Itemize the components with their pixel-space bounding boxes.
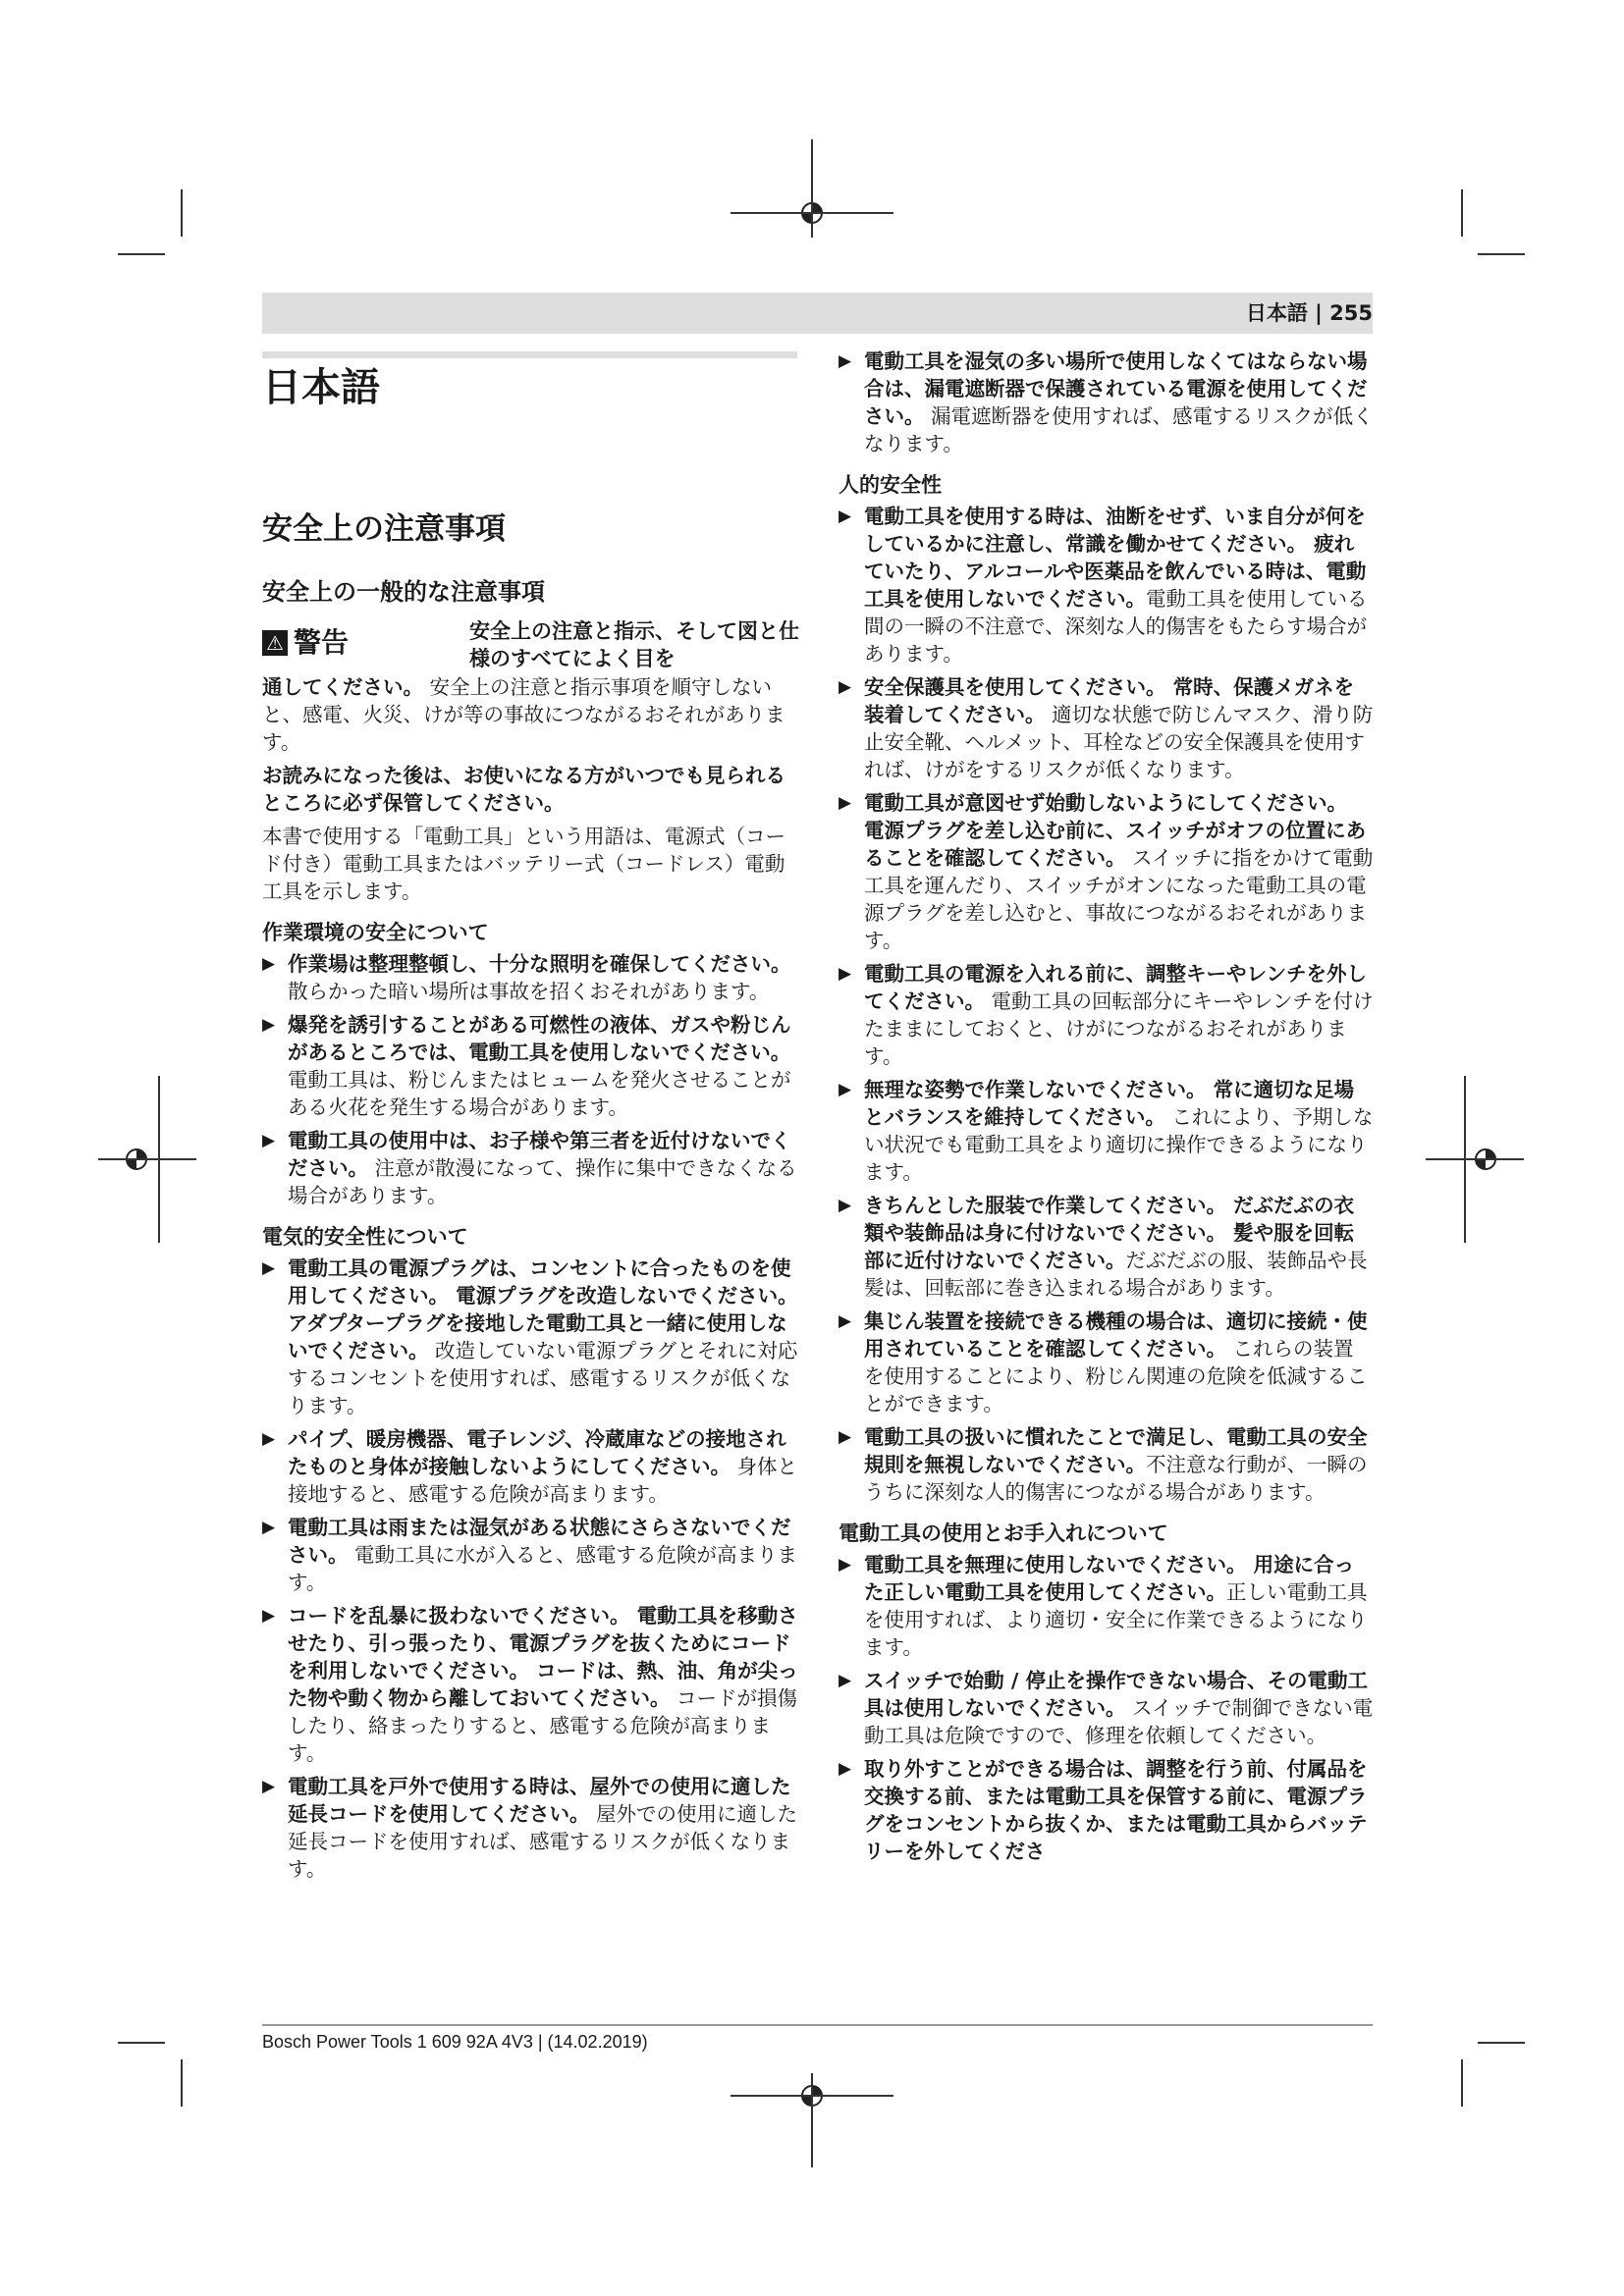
bullet-arrow-icon: ▶ — [262, 1429, 276, 1449]
bullet-arrow-icon: ▶ — [839, 507, 852, 526]
warning-continuation: 通してください。 安全上の注意と指示事項を順守しないと、感電、火災、けが等の事故につながるおそれがあります。 — [262, 675, 785, 754]
section-heading-work-area: 作業環境の安全について — [262, 921, 489, 944]
bullet-arrow-icon: ▶ — [262, 1606, 276, 1626]
keep-instructions: お読みになった後は、お使いになる方がいつでも見られるところに必ず保管してください。 — [262, 764, 785, 815]
section-title: 安全上の注意事項 — [262, 511, 506, 547]
header-bar — [262, 293, 1373, 334]
list-item: ▶ パイプ、暖房機器、電子レンジ、冷蔵庫などの接地されたものと身体が接触しないようにしてください。 身体と接地すると、感電する危険が高まります。 — [262, 1427, 798, 1506]
bullet-arrow-icon: ▶ — [839, 1671, 852, 1690]
bullet-arrow-icon: ▶ — [839, 964, 852, 984]
bullet-arrow-icon: ▶ — [262, 1015, 276, 1035]
list-item: ▶ 安全保護具を使用してください。 常時、保護メガネを装着してください。 適切な状態で防じんマスク、滑り防止安全靴、ヘルメット、耳栓などの安全保護具を使用すれば、けがをするリスクが低くなります。 — [839, 675, 1374, 781]
section-heading-electrical: 電気的安全性について — [262, 1225, 468, 1249]
list-item: ▶ 電動工具を使用する時は、油断をせず、いま自分が何をしているかに注意し、常識を働かせてください。 疲れていたり、アルコールや医薬品を飲んでいる時は、電動工具を使用しないでください。電動工具を使用している間の一瞬の不注意で、深刻な人的傷害をもたらす場合があります。 — [839, 505, 1368, 666]
title-rule — [262, 351, 797, 358]
bullet-arrow-icon: ▶ — [262, 1258, 276, 1278]
bullet-arrow-icon: ▶ — [262, 1777, 276, 1796]
list-item: ▶ コードを乱暴に扱わないでください。 電動工具を移動させたり、引っ張ったり、電源プラグを抜くためにコードを利用しないでください。 コードは、熱、油、角が尖った物や動く物から離しておいてください。 コードが損傷したり、絡まったりすると、感電する危険が高まります。 — [262, 1604, 798, 1765]
bullet-arrow-icon: ▶ — [839, 793, 852, 813]
page-number-label: 日本語 | 255 — [1245, 301, 1373, 325]
left-column — [262, 673, 800, 1889]
list-item: ▶ 爆発を誘引することがある可燃性の液体、ガスや粉じんがあるところでは、電動工具を使用しないでください。電動工具は、粉じんまたはヒュームを発火させることがある火花を発生する場合があります。 — [262, 1013, 791, 1119]
page-title: 日本語 — [262, 365, 380, 410]
list-item: ▶ 無理な姿勢で作業しないでください。 常に適切な足場とバランスを維持してください。 これにより、予期しない状況でも電動工具をより適切に操作できるようになります。 — [839, 1078, 1374, 1184]
bullet-arrow-icon: ▶ — [839, 1080, 852, 1099]
list-item: ▶ 電動工具が意図せず始動しないようにしてください。 電源プラグを差し込む前に、スイッチがオフの位置にあることを確認してください。 スイッチに指をかけて電動工具を運んだり、スイッチがオンになった電動工具の電源プラグを差し込むと、事故につながるおそれがあります。 — [839, 791, 1374, 952]
list-item: ▶ きちんとした服装で作業してください。 だぶだぶの衣類や装飾品は身に付けないでください。 髪や服を回転部に近付けないでください。だぶだぶの服、装飾品や長髪は、回転部に巻き込まれる場合があります。 — [839, 1194, 1368, 1300]
list-item: ▶ 電動工具を戸外で使用する時は、屋外での使用に適した延長コードを使用してください。 屋外での使用に適した延長コードを使用すれば、感電するリスクが低くなります。 — [262, 1775, 798, 1881]
warning-label: ⚠ 警告 — [262, 625, 349, 661]
section-heading-personal-safety: 人的安全性 — [839, 473, 942, 497]
bullet-arrow-icon: ▶ — [262, 1131, 276, 1150]
bullet-arrow-icon: ▶ — [839, 1759, 852, 1779]
term-definition: 本書で使用する「電動工具」という用語は、電源式（コード付き）電動工具またはバッテリー式（コードレス）電動工具を示します。 — [262, 825, 785, 903]
warning-intro: 安全上の注意と指示、そして図と仕様のすべてによく目を — [469, 619, 799, 670]
bullet-arrow-icon: ▶ — [839, 1311, 852, 1331]
list-item: ▶ 集じん装置を接続できる機種の場合は、適切に接続・使用されていることを確認してください。 これらの装置を使用することにより、粉じん関連の危険を低減することができます。 — [839, 1309, 1368, 1415]
bullet-arrow-icon: ▶ — [839, 1427, 852, 1447]
list-item: ▶ 電動工具の扱いに慣れたことで満足し、電動工具の安全規則を無視しないでください。不注意な行動が、一瞬のうちに深刻な人的傷害につながる場合があります。 — [839, 1425, 1368, 1504]
list-item: ▶ 作業場は整理整頓し、十分な照明を確保してください。散らかった暗い場所は事故を招くおそれがあります。 — [262, 952, 791, 1003]
footer-rule — [262, 2024, 1373, 2026]
right-column — [839, 347, 1374, 1871]
list-item: ▶ 電動工具の使用中は、お子様や第三者を近付けないでください。 注意が散漫になって、操作に集中できなくなる場合があります。 — [262, 1129, 797, 1207]
bullet-arrow-icon: ▶ — [839, 1196, 852, 1215]
list-item: ▶ スイッチで始動 / 停止を操作できない場合、その電動工具は使用しないでください。 スイッチで制御できない電動工具は危険ですので、修理を依頼してください。 — [839, 1669, 1374, 1747]
bullet-arrow-icon: ▶ — [262, 1518, 276, 1537]
list-item: ▶ 電動工具の電源プラグは、コンセントに合ったものを使用してください。 電源プラグを改造しないでください。 アダプタープラグを接地した電動工具と一緒に使用しないでください。 改造していない電源プラグとそれに対応するコンセントを使用すれば、感電するリスクが低くなります。 — [262, 1256, 798, 1417]
section-heading-tool-use: 電動工具の使用とお手入れについて — [839, 1522, 1168, 1545]
subsection-title: 安全上の一般的な注意事項 — [262, 578, 545, 606]
list-item: ▶ 電動工具を湿気の多い場所で使用しなくてはならない場合は、漏電遮断器で保護されている電源を使用してください。 漏電遮断器を使用すれば、感電するリスクが低くなります。 — [839, 349, 1374, 455]
bullet-arrow-icon: ▶ — [839, 677, 852, 697]
list-item: ▶ 取り外すことができる場合は、調整を行う前、付属品を交換する前、または電動工具を保管する前に、電源プラグをコンセントから抜くか、または電動工具からバッテリーを外してくださ — [839, 1757, 1368, 1863]
list-item: ▶ 電動工具の電源を入れる前に、調整キーやレンチを外してください。 電動工具の回転部分にキーやレンチを付けたままにしておくと、けがにつながるおそれがあります。 — [839, 962, 1374, 1068]
list-item: ▶ 電動工具は雨または湿気がある状態にさらさないでください。 電動工具に水が入ると、感電する危険が高まります。 — [262, 1516, 798, 1594]
footer-text: Bosch Power Tools 1 609 92A 4V3 | (14.02.2019) — [262, 2032, 648, 2052]
bullet-arrow-icon: ▶ — [262, 954, 276, 974]
warning-triangle-icon: ⚠ — [262, 630, 288, 656]
bullet-arrow-icon: ▶ — [839, 351, 852, 371]
bullet-arrow-icon: ▶ — [839, 1555, 852, 1575]
list-item: ▶ 電動工具を無理に使用しないでください。 用途に合った正しい電動工具を使用してください。正しい電動工具を使用すれば、より適切・安全に作業できるようになります。 — [839, 1553, 1368, 1659]
